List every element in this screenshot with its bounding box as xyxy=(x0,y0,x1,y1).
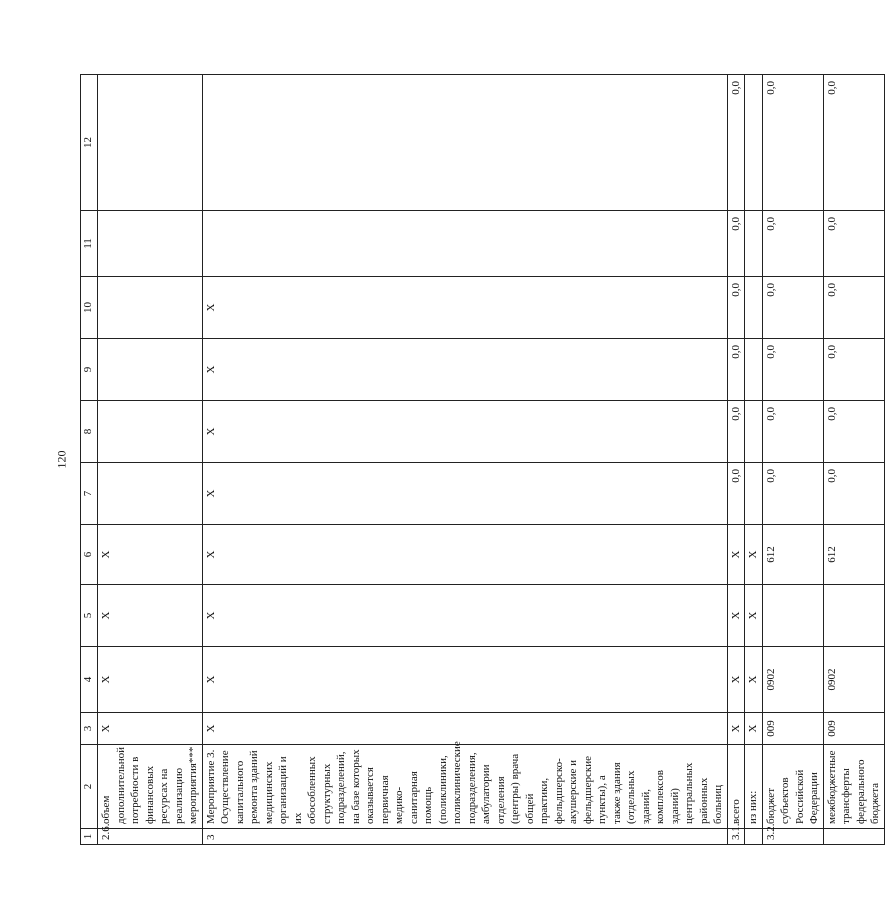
table-cell: X xyxy=(202,647,727,713)
table-cell xyxy=(745,339,763,401)
row-number-cell xyxy=(745,829,763,845)
table-cell: X xyxy=(727,713,745,745)
table-cell xyxy=(98,463,203,525)
row-number-cell: 3.2. xyxy=(762,829,823,845)
table-cell: 0,0 xyxy=(823,75,884,211)
table-cell: 0,0 xyxy=(823,463,884,525)
table-cell xyxy=(98,339,203,401)
table-cell: X xyxy=(202,277,727,339)
table-cell: 0,0 xyxy=(762,463,823,525)
row-label-cell: из них: xyxy=(745,745,763,829)
table-cell: 0,0 xyxy=(727,401,745,463)
table-row xyxy=(823,75,884,845)
table-cell: X xyxy=(98,713,203,745)
table-cell xyxy=(823,585,884,647)
table-row xyxy=(745,75,763,845)
table-row xyxy=(727,75,745,845)
header-cell: 11 xyxy=(81,211,98,277)
table-cell: X xyxy=(202,713,727,745)
table-cell: 0,0 xyxy=(823,401,884,463)
table-row xyxy=(98,75,203,845)
header-cell: 2 xyxy=(81,745,98,829)
header-cell: 5 xyxy=(81,585,98,647)
table-cell: 0,0 xyxy=(727,277,745,339)
table-cell xyxy=(202,211,727,277)
table-cell: X xyxy=(745,585,763,647)
table-cell: 612 xyxy=(762,525,823,585)
table-cell: 009 xyxy=(762,713,823,745)
table-cell: 0,0 xyxy=(727,211,745,277)
table-cell: X xyxy=(745,713,763,745)
table-cell xyxy=(745,211,763,277)
table-cell xyxy=(98,75,203,211)
row-number-cell: 3.1. xyxy=(727,829,745,845)
header-cell: 7 xyxy=(81,463,98,525)
table-cell xyxy=(98,211,203,277)
header-row xyxy=(81,75,98,845)
table-cell: 0902 xyxy=(823,647,884,713)
table-cell: 0,0 xyxy=(762,75,823,211)
table-cell: X xyxy=(98,525,203,585)
table-cell: 0,0 xyxy=(727,339,745,401)
header-cell: 12 xyxy=(81,75,98,211)
page-number: 120 xyxy=(54,450,69,469)
table-cell: X xyxy=(745,647,763,713)
header-cell: 4 xyxy=(81,647,98,713)
table-cell: 0,0 xyxy=(823,211,884,277)
budget-table xyxy=(80,74,885,845)
row-number-cell: 2.6. xyxy=(98,829,203,845)
row-label-cell: межбюджетные трансферты федерального бюджета xyxy=(823,745,884,829)
table-cell: 0,0 xyxy=(727,463,745,525)
table-cell: X xyxy=(202,401,727,463)
table-cell: X xyxy=(202,463,727,525)
table-cell: 0,0 xyxy=(762,277,823,339)
header-cell: 1 xyxy=(81,829,98,845)
table-cell: 0,0 xyxy=(762,339,823,401)
table-cell: 0,0 xyxy=(823,277,884,339)
table-cell: 0,0 xyxy=(823,339,884,401)
table-cell: X xyxy=(202,525,727,585)
row-label-cell: Мероприятие 3. Осуществление капитального ремонта зданий медицинских организаций и их обособленных структурных подразделений, на базе которых оказывается первичная медико-санитарная помощь (поликлиники, поликлинические подразделения, амбулатории отделения (центры) врача общей практики, фельдшерско-акушерские и фельдшерские пункты), а также здания (отдельных зданий, комплексов зданий) центральных районных больниц xyxy=(202,745,727,829)
table-cell xyxy=(98,277,203,339)
table-cell: X xyxy=(727,525,745,585)
table-cell: X xyxy=(727,585,745,647)
table-cell: X xyxy=(202,585,727,647)
table-cell xyxy=(745,75,763,211)
table-cell: X xyxy=(98,585,203,647)
header-cell: 10 xyxy=(81,277,98,339)
header-cell: 8 xyxy=(81,401,98,463)
row-number-cell xyxy=(823,829,884,845)
header-cell: 3 xyxy=(81,713,98,745)
table-cell: 0,0 xyxy=(762,401,823,463)
table-cell: 0,0 xyxy=(727,75,745,211)
table-cell: X xyxy=(727,647,745,713)
table-cell: 0,0 xyxy=(762,211,823,277)
rotated-table-frame xyxy=(80,75,881,845)
table-row xyxy=(202,75,727,845)
row-number-cell: 3 xyxy=(202,829,727,845)
table-cell xyxy=(745,463,763,525)
header-cell: 6 xyxy=(81,525,98,585)
table-cell xyxy=(98,401,203,463)
table-cell: X xyxy=(98,647,203,713)
row-label-cell: объем дополнительной потребности в финансовых ресурсах на реализацию мероприятия*** xyxy=(98,745,203,829)
table-cell xyxy=(202,75,727,211)
table-cell xyxy=(745,401,763,463)
table-cell: 009 xyxy=(823,713,884,745)
table-cell: 0902 xyxy=(762,647,823,713)
table-row xyxy=(762,75,823,845)
row-label-cell: бюджет субъектов Российской Федерации xyxy=(762,745,823,829)
table-cell: 612 xyxy=(823,525,884,585)
table-cell: X xyxy=(745,525,763,585)
table-cell xyxy=(762,585,823,647)
row-label-cell: всего xyxy=(727,745,745,829)
table-cell xyxy=(745,277,763,339)
header-cell: 9 xyxy=(81,339,98,401)
table-cell: X xyxy=(202,339,727,401)
